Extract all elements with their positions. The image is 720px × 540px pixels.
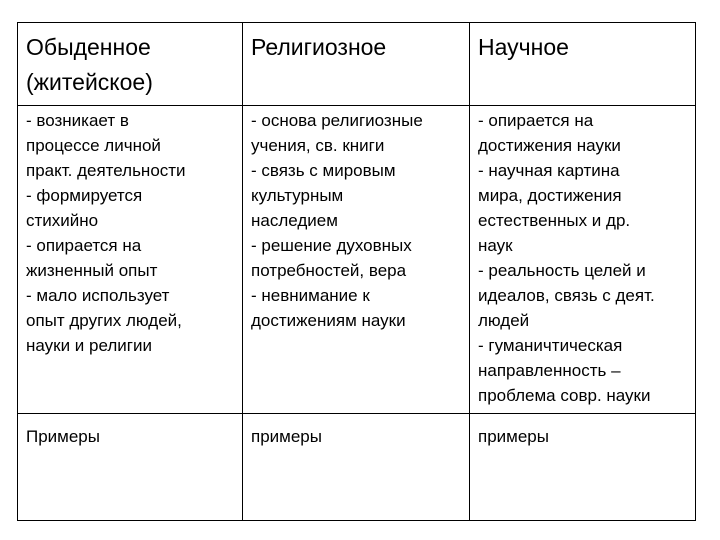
examples-cell-scientific — [470, 414, 696, 521]
text-line: людей — [478, 311, 530, 330]
text-line: - формируется — [26, 186, 143, 205]
characteristics-row — [18, 106, 696, 414]
header-cell-religious — [243, 23, 470, 106]
examples-text-religious: примеры — [251, 427, 322, 446]
text-line: - опирается на — [478, 111, 594, 130]
examples-row — [18, 414, 696, 521]
text-line: достижения науки — [478, 136, 621, 155]
text-line: - связь с мировым — [251, 161, 396, 180]
header-line: (житейское) — [26, 69, 153, 95]
header-line: Обыденное — [26, 34, 151, 60]
header-cell-scientific — [470, 23, 696, 106]
text-line: - опирается на — [26, 236, 142, 255]
text-line: - гуманичтическая — [478, 336, 623, 355]
characteristics-cell-everyday — [18, 106, 243, 414]
examples-text-everyday: Примеры — [26, 427, 100, 446]
text-line: - научная картина — [478, 161, 620, 180]
examples-cell-everyday — [18, 414, 243, 521]
text-line: - реальность целей и — [478, 261, 646, 280]
text-line: мира, достижения — [478, 186, 622, 205]
header-line: Научное — [478, 34, 569, 60]
text-line: направленность – — [478, 361, 621, 380]
text-line: - мало использует — [26, 286, 170, 305]
text-line: естественных и др. — [478, 211, 631, 230]
text-line: проблема совр. науки — [478, 386, 651, 405]
text-line: достижениям науки — [251, 311, 406, 330]
text-line: учения, св. книги — [251, 136, 385, 155]
text-line: потребностей, вера — [251, 261, 407, 280]
text-line: практ. деятельности — [26, 161, 186, 180]
text-line: - возникает в — [26, 111, 129, 130]
text-line: идеалов, связь с деят. — [478, 286, 655, 305]
characteristics-cell-scientific — [470, 106, 696, 414]
header-cell-everyday — [18, 23, 243, 106]
characteristics-text-everyday — [26, 108, 236, 358]
text-line: - невнимание к — [251, 286, 370, 305]
examples-text-scientific: примеры — [478, 427, 549, 446]
text-line: наследием — [251, 211, 338, 230]
text-line: опыт других людей, — [26, 311, 182, 330]
examples-cell-religious — [243, 414, 470, 521]
text-line: стихийно — [26, 211, 99, 230]
header-row — [18, 23, 696, 106]
text-line: наук — [478, 236, 513, 255]
header-text-everyday — [26, 30, 236, 100]
header-text-religious — [251, 30, 463, 65]
text-line: культурным — [251, 186, 344, 205]
characteristics-text-religious — [251, 108, 463, 333]
text-line: процессе личной — [26, 136, 161, 155]
header-text-scientific — [478, 30, 689, 65]
characteristics-text-scientific — [478, 108, 689, 408]
characteristics-cell-religious — [243, 106, 470, 414]
text-line: - основа религиозные — [251, 111, 423, 130]
text-line: жизненный опыт — [26, 261, 158, 280]
text-line: науки и религии — [26, 336, 152, 355]
comparison-table — [17, 22, 696, 521]
header-line: Религиозное — [251, 34, 387, 60]
text-line: - решение духовных — [251, 236, 412, 255]
